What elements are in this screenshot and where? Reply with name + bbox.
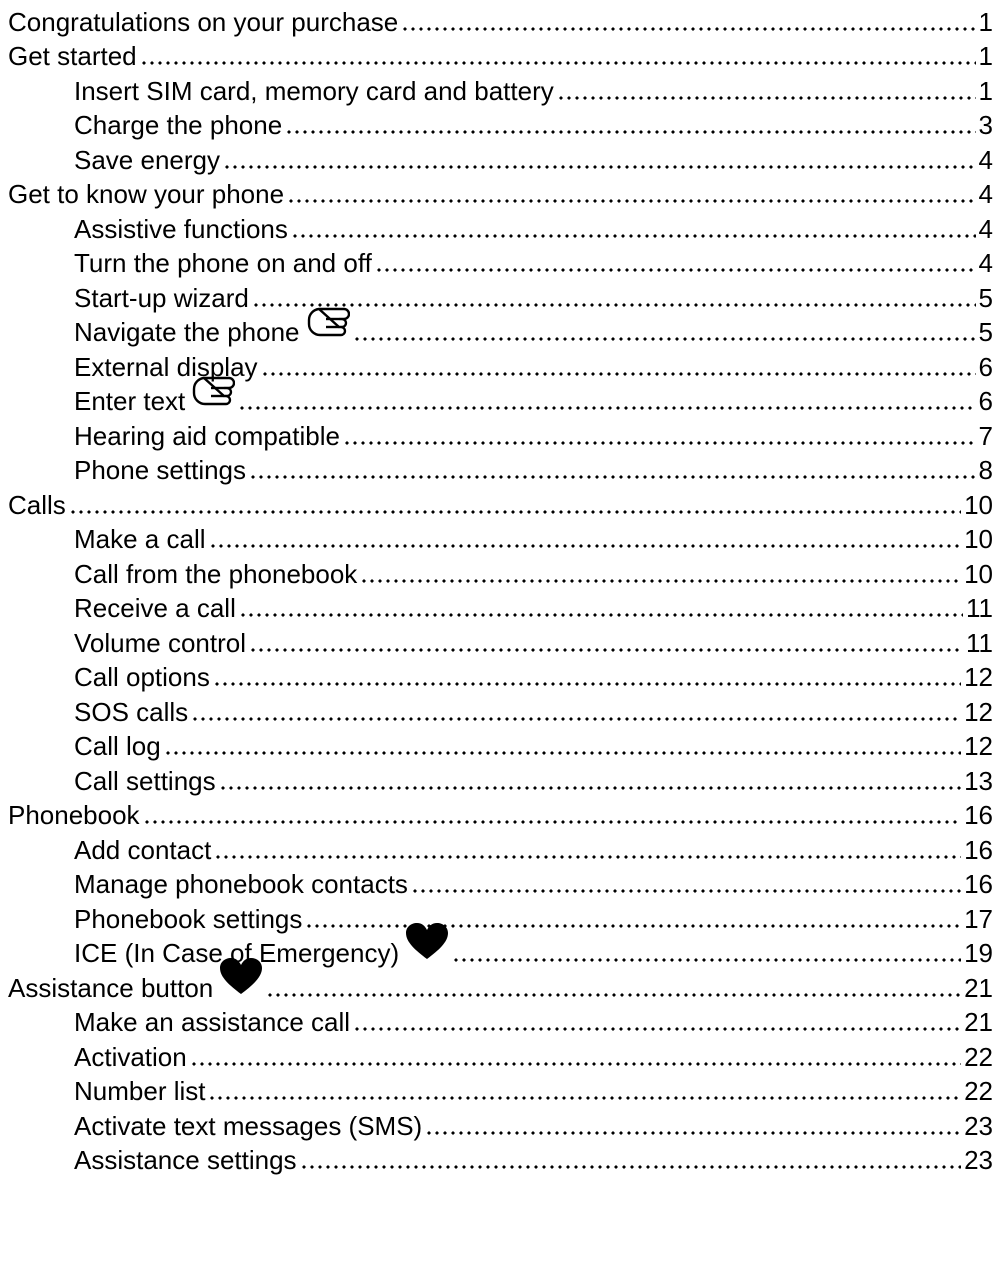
toc-page-number: 4 [978, 144, 993, 175]
dot-leader [164, 751, 961, 755]
toc-entry-label [74, 1042, 187, 1072]
toc-entry-label [74, 1111, 422, 1141]
toc-entry[interactable] [8, 865, 993, 900]
toc-page-number: 23 [964, 1110, 993, 1141]
toc-entry-label [74, 524, 206, 554]
toc-page-number: 12 [964, 731, 993, 761]
toc-entry-title: Start-up wizard [74, 282, 249, 313]
pointing-hand-icon [306, 307, 350, 345]
toc-entry-title: Phone settings [74, 455, 247, 485]
toc-entry-title: Activate text messages (SMS) [74, 1110, 423, 1141]
toc-entry[interactable] [8, 106, 993, 141]
toc-entry[interactable] [8, 727, 993, 762]
table-of-contents [8, 2, 993, 1175]
toc-entry-label [74, 1076, 205, 1106]
toc-page-number: 21 [964, 972, 993, 1003]
toc-page-number: 16 [964, 800, 993, 830]
toc-entry-label [74, 76, 554, 106]
toc-page-number: 17 [964, 903, 993, 934]
toc-entry-title: Phonebook [8, 800, 140, 830]
toc-entry-title: Get to know your phone [8, 179, 285, 209]
toc-page-number: 22 [964, 1041, 993, 1072]
toc-entry[interactable] [8, 1141, 993, 1176]
dot-leader [375, 268, 976, 272]
toc-entry-title: Assistive functions [74, 213, 288, 244]
toc-entry[interactable] [8, 658, 993, 693]
toc-page-number: 5 [978, 317, 993, 347]
toc-page-number: 5 [978, 282, 993, 313]
toc-entry[interactable] [8, 485, 993, 520]
toc-page-number: 16 [964, 834, 993, 865]
dot-leader [557, 96, 976, 100]
dot-leader [425, 1131, 961, 1135]
toc-page-number: 10 [964, 558, 993, 589]
toc-entry-label [74, 662, 210, 692]
toc-page-number: 4 [978, 213, 993, 244]
toc-page-number: 11 [966, 593, 993, 623]
toc-page-number: 13 [964, 765, 993, 796]
dot-leader [249, 475, 976, 479]
toc-entry[interactable] [8, 175, 993, 210]
toc-entry-title: Volume control [74, 627, 246, 658]
toc-entry-title: Add contact [74, 834, 212, 865]
toc-entry-title: Insert SIM card, memory card and battery [74, 75, 554, 106]
toc-entry-title: Assistance settings [74, 1145, 297, 1175]
toc-entry[interactable] [8, 692, 993, 727]
toc-entry-title: Make an assistance call [74, 1007, 351, 1037]
dot-leader [266, 993, 961, 997]
toc-entry-label [74, 1007, 350, 1037]
toc-entry-title: Make a call [74, 524, 206, 554]
toc-entry-title: Save energy [74, 144, 220, 175]
dot-leader [191, 717, 961, 721]
toc-entry[interactable] [8, 830, 993, 865]
toc-entry-label [8, 7, 398, 37]
toc-entry-title: Call log [74, 731, 161, 761]
toc-entry-label [74, 421, 340, 451]
dot-leader [209, 544, 962, 548]
toc-page-number: 10 [964, 524, 993, 554]
dot-leader [287, 199, 975, 203]
toc-entry-label [74, 248, 372, 278]
toc-entry-title: Enter text [74, 386, 186, 416]
toc-entry-title: Navigate the phone [74, 317, 300, 347]
toc-entry-label [74, 455, 246, 485]
toc-page-number: 16 [964, 869, 993, 899]
toc-entry[interactable] [8, 244, 993, 279]
heart-icon [219, 957, 263, 1001]
toc-entry[interactable] [8, 1072, 993, 1107]
toc-entry[interactable] [8, 1037, 993, 1072]
toc-page-number: 12 [964, 696, 993, 727]
toc-entry-title: ICE (In Case of Emergency) [74, 938, 400, 968]
toc-page-number: 10 [964, 489, 993, 520]
dot-leader [219, 786, 961, 790]
toc-entry-title: Assistance button [8, 972, 214, 1003]
toc-entry[interactable] [8, 520, 993, 555]
toc-page-number: 23 [964, 1145, 993, 1175]
toc-entry[interactable] [8, 71, 993, 106]
toc-entry-title: Congratulations on your purchase [8, 6, 399, 37]
toc-page-number: 3 [978, 110, 993, 140]
dot-leader [360, 579, 961, 583]
toc-page-number: 8 [978, 455, 993, 485]
toc-page-number: 6 [978, 351, 993, 382]
toc-entry-label [74, 697, 188, 727]
toc-entry-label [74, 307, 350, 347]
toc-entry-title: Number list [74, 1076, 206, 1106]
toc-entry-label [74, 835, 211, 865]
toc-entry[interactable] [8, 313, 993, 348]
toc-entry[interactable] [8, 451, 993, 486]
toc-entry-title: Call settings [74, 765, 216, 796]
toc-entry[interactable] [8, 1106, 993, 1141]
toc-page-number: 22 [964, 1076, 993, 1106]
toc-entry-label [8, 41, 137, 71]
dot-leader [353, 1027, 961, 1031]
toc-entry[interactable] [8, 209, 993, 244]
toc-entry-title: SOS calls [74, 696, 189, 727]
dot-leader [69, 510, 961, 514]
toc-entry-label [74, 214, 288, 244]
heart-icon [405, 922, 449, 966]
toc-entry[interactable] [8, 1003, 993, 1038]
toc-page-number: 1 [978, 41, 993, 71]
toc-entry-title: Calls [8, 489, 66, 520]
dot-leader [143, 820, 962, 824]
toc-entry[interactable] [8, 623, 993, 658]
toc-entry-label [8, 957, 263, 1003]
toc-entry[interactable] [8, 968, 993, 1003]
toc-entry-label [74, 110, 282, 140]
toc-entry-label [74, 869, 408, 899]
toc-page-number: 4 [978, 179, 993, 209]
dot-leader [300, 1165, 962, 1169]
toc-entry-title: Turn the phone on and off [74, 248, 372, 278]
dot-leader [343, 441, 976, 445]
toc-page-number: 6 [978, 386, 993, 416]
toc-entry[interactable] [8, 140, 993, 175]
toc-entry-label [74, 145, 220, 175]
dot-leader [452, 958, 961, 962]
dot-leader [291, 234, 976, 238]
toc-entry[interactable] [8, 761, 993, 796]
toc-entry-title: Call from the phonebook [74, 558, 358, 589]
dot-leader [214, 855, 961, 859]
toc-entry-label [74, 559, 357, 589]
dot-leader [249, 648, 963, 652]
dot-leader [353, 337, 976, 341]
toc-entry-title: Phonebook settings [74, 903, 303, 934]
toc-entry-title: Manage phonebook contacts [74, 869, 408, 899]
toc-entry-title: Activation [74, 1041, 187, 1072]
toc-page-number: 4 [978, 248, 993, 278]
toc-page-number: 1 [978, 75, 993, 106]
dot-leader [401, 27, 975, 31]
dot-leader [223, 165, 976, 169]
dot-leader [190, 1062, 961, 1066]
toc-entry-label [8, 800, 140, 830]
toc-entry[interactable] [8, 382, 993, 417]
toc-page-number: 11 [966, 627, 993, 658]
toc-entry[interactable] [8, 2, 993, 37]
toc-page-number: 7 [978, 420, 993, 451]
dot-leader [239, 613, 963, 617]
dot-leader [285, 130, 975, 134]
toc-entry-title: Call options [74, 662, 210, 692]
toc-entry[interactable] [8, 37, 993, 72]
toc-entry-label [74, 376, 235, 416]
toc-entry-title: External display [74, 351, 258, 382]
toc-entry-label [74, 731, 161, 761]
pointing-hand-icon [191, 376, 235, 414]
dot-leader [213, 682, 961, 686]
dot-leader [411, 889, 961, 893]
dot-leader [140, 61, 976, 65]
toc-page-number: 1 [978, 6, 993, 37]
toc-entry-label [74, 1145, 297, 1175]
dot-leader [238, 406, 975, 410]
toc-entry-title: Get started [8, 41, 137, 71]
toc-entry-label [8, 179, 284, 209]
toc-entry[interactable] [8, 554, 993, 589]
toc-entry-label [74, 628, 246, 658]
toc-entry-label [74, 766, 216, 796]
toc-entry-title: Receive a call [74, 593, 236, 623]
toc-page-number: 21 [964, 1007, 993, 1037]
toc-entry[interactable] [8, 796, 993, 831]
toc-entry-title: Hearing aid compatible [74, 420, 340, 451]
dot-leader [261, 372, 976, 376]
toc-page-number: 19 [964, 938, 993, 968]
dot-leader [208, 1096, 961, 1100]
toc-entry[interactable] [8, 589, 993, 624]
toc-entry-label [74, 593, 236, 623]
dot-leader [252, 303, 976, 307]
toc-entry[interactable] [8, 416, 993, 451]
toc-entry-label [8, 490, 66, 520]
toc-page-number: 12 [964, 662, 993, 692]
toc-entry-title: Charge the phone [74, 110, 283, 140]
